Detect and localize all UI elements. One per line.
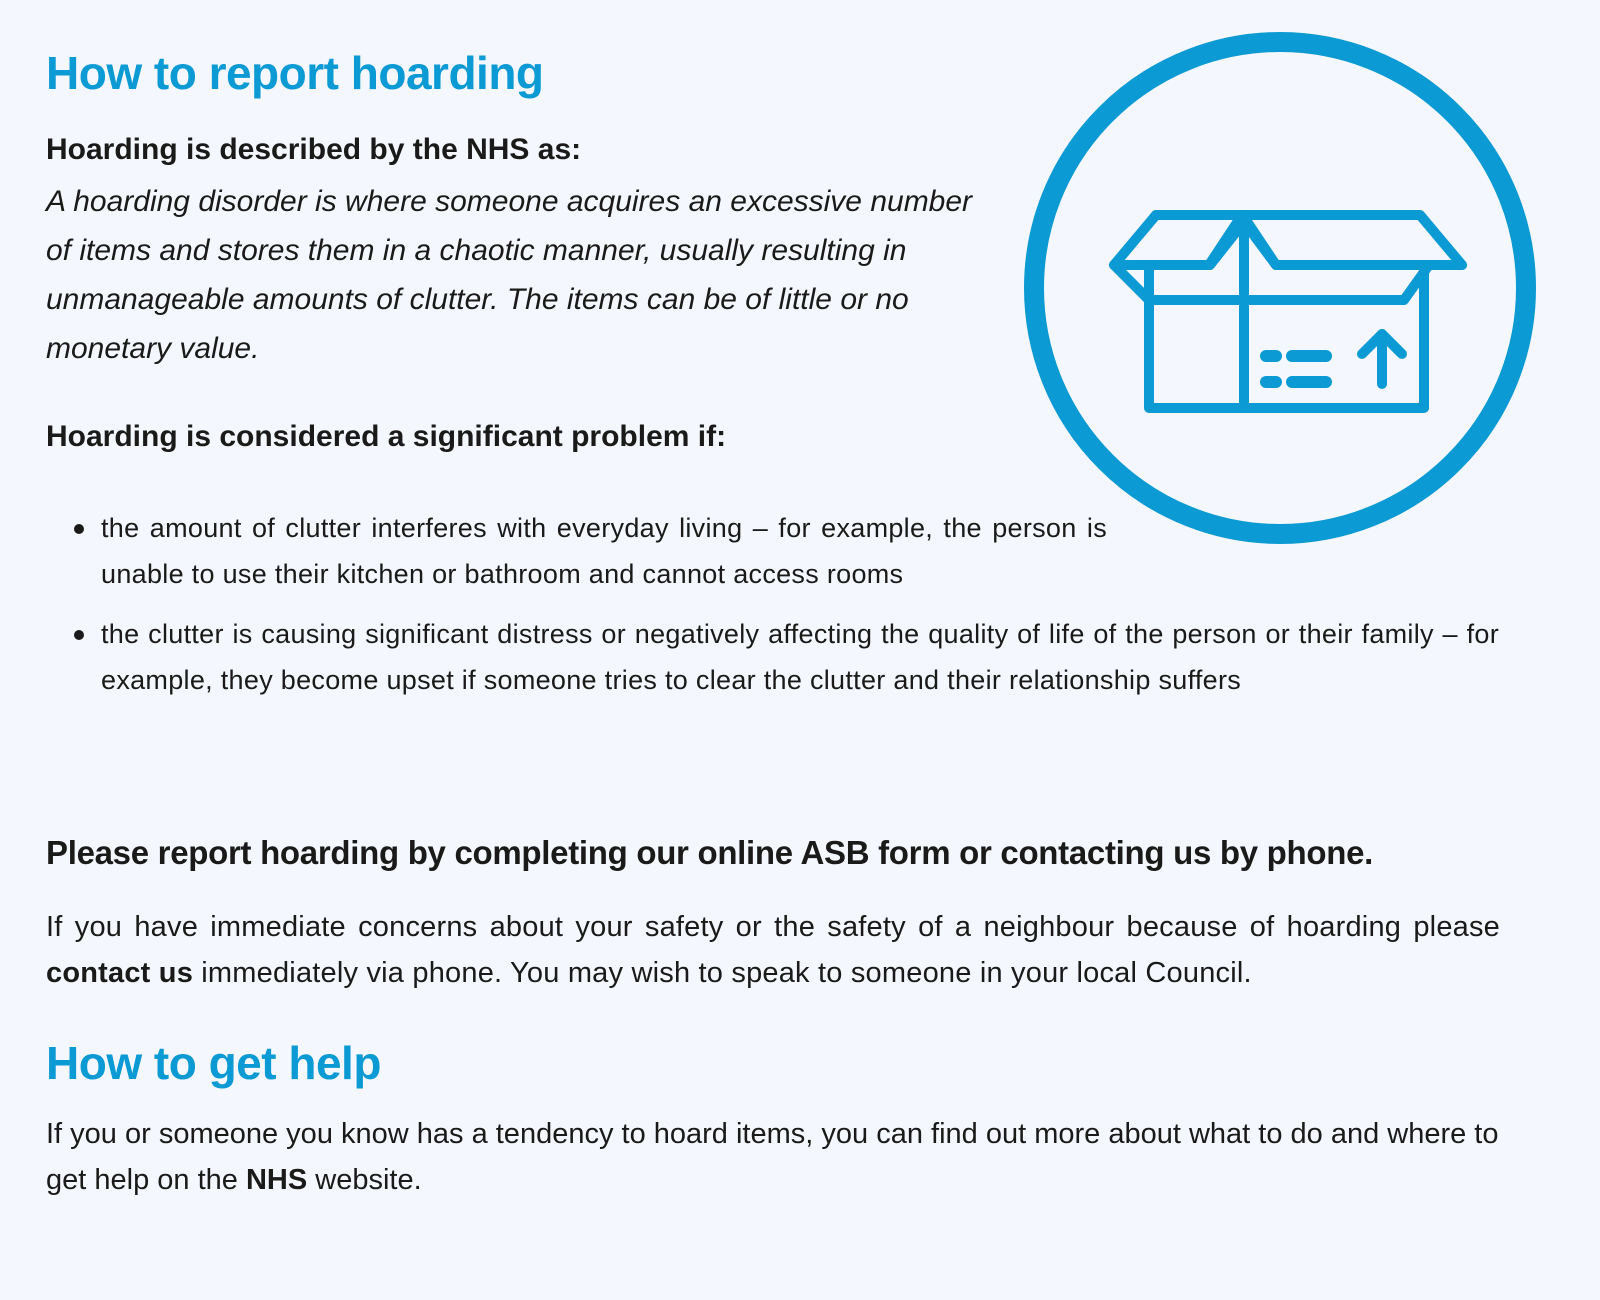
help-text-end: website. (307, 1164, 422, 1196)
help-heading: How to get help (46, 1037, 381, 1089)
nhs-link[interactable]: NHS (245, 1164, 308, 1196)
nhs-description-quote: A hoarding disorder is where someone acquires an excessive number of items and stores them in a chaotic manner, usually resulting in unmanageable amounts of clutter. The items can be of little or no monetary value. (46, 185, 973, 365)
box-upload-icon (1024, 32, 1536, 544)
list-item: the amount of clutter interferes with everyday living – for example, the person is unable to use their kitchen or bathroom and cannot access rooms (46, 505, 1107, 597)
report-instruction: Please report hoarding by completing our online ASB form or contacting us by phone. (46, 834, 1374, 871)
help-paragraph (46, 1111, 1500, 1203)
concerns-text-start: If you have immediate concerns about your safety or the safety of a neighbour because of hoarding please (46, 911, 1500, 943)
significant-problem-label: Hoarding is considered a significant problem if: (46, 420, 727, 453)
immediate-concerns-paragraph (46, 904, 1500, 996)
concerns-text-end: immediately via phone. You may wish to speak to someone in your local Council. (193, 957, 1252, 989)
contact-us-link[interactable]: contact us (46, 957, 194, 989)
report-heading: How to report hoarding (46, 47, 544, 99)
list-item: the clutter is causing significant distress or negatively affecting the quality of life of the person or their family – for example, they become upset if someone tries to clear the clutter and their relationship suffers (46, 611, 1499, 703)
description-label: Hoarding is described by the NHS as: (46, 133, 582, 166)
help-text-start: If you or someone you know has a tendency to hoard items, you can find out more about what to do and where to get help on the (46, 1118, 1499, 1196)
